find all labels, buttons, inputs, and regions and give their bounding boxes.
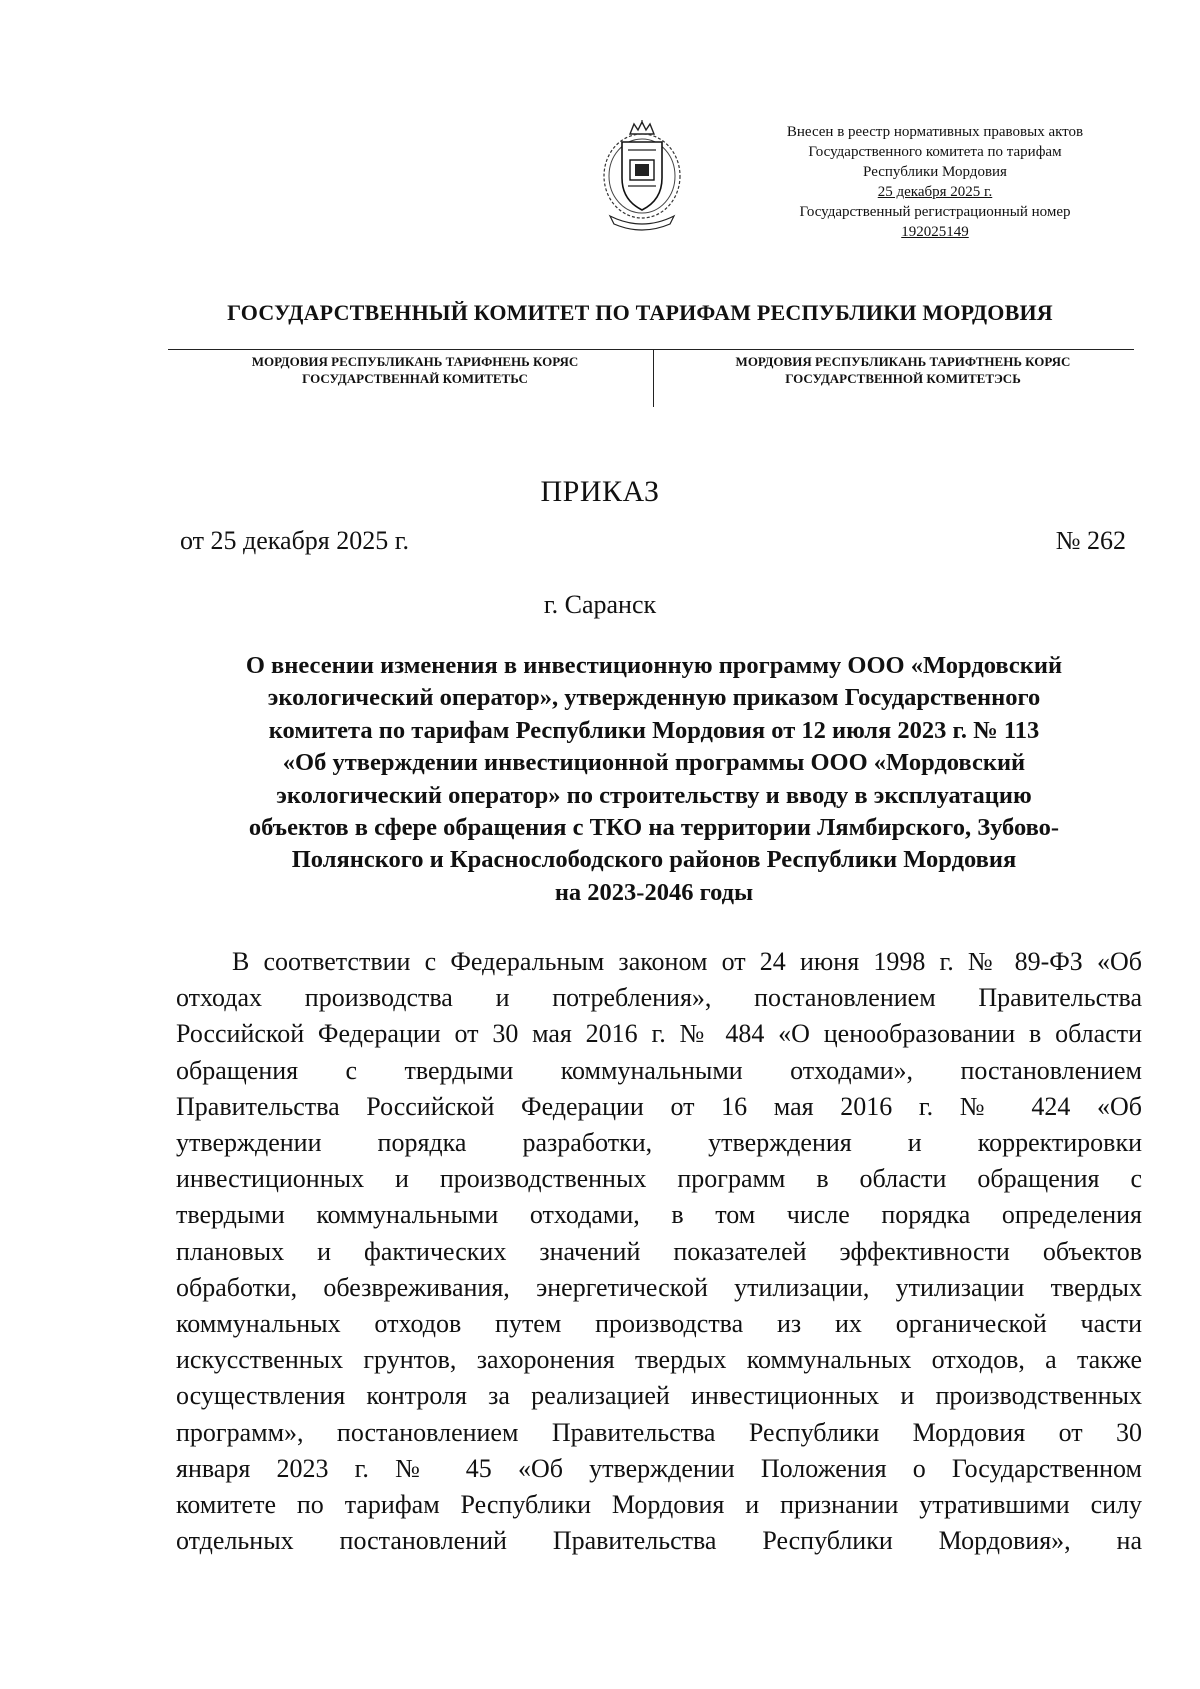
body-line: В соответствии с Федеральным законом от 24 июня 1998 г. № 89-ФЗ «Об	[232, 947, 1142, 976]
header-vertical-divider	[653, 349, 654, 407]
registry-line-2: Государственного комитета по тарифам	[808, 144, 1062, 160]
committee-name-moksha	[180, 353, 650, 387]
body-line: обработки, обезвреживания, энергетической утилизации, утилизации твердых	[176, 1272, 1142, 1302]
body-line: инвестиционных и производственных программ в области обращения с	[176, 1164, 1142, 1194]
heading-line: Полянского и Краснослободского районов Республики Мордовия	[291, 846, 1017, 874]
committee-name-moksha-line-2: ГОСУДАРСТВЕННАЙ КОМИТЕТЬС	[302, 371, 528, 386]
body-line: коммунальных отходов путем производства из их органической части	[176, 1309, 1142, 1339]
registry-line-5: Государственный регистрационный номер	[799, 204, 1071, 220]
heading-line: экологический оператор», утвержденную приказом Государственного	[267, 684, 1041, 712]
registry-line-1: Внесен в реестр нормативных правовых актов	[786, 124, 1084, 140]
order-heading	[176, 650, 1132, 909]
heading-line: экологический оператор» по строительству и вводу в эксплуатацию	[276, 781, 1032, 809]
body-line: твердыми коммунальными отходами, в том числе порядка определения	[176, 1200, 1142, 1230]
body-line: отдельных постановлений Правительства Республики Мордовия», на	[176, 1526, 1142, 1556]
heading-line: О внесении изменения в инвестиционную программу ООО «Мордовский	[245, 652, 1063, 679]
registry-stamp	[735, 122, 1135, 242]
body-line: утверждении порядка разработки, утверждения и корректировки	[176, 1128, 1142, 1158]
order-city: г. Саранск	[543, 590, 657, 619]
body-line: января 2023 г. № 45 «Об утверждении Положения о Государственном	[176, 1453, 1142, 1483]
committee-name-moksha-line-1: МОРДОВИЯ РЕСПУБЛИКАНЬ ТАРИФНЕНЬ КОРЯС	[251, 354, 579, 369]
committee-name-erzya	[668, 353, 1138, 387]
body-line: отходах производства и потребления», постановлением Правительства	[176, 983, 1142, 1013]
body-line: Российской Федерации от 30 мая 2016 г. № 484 «О ценообразовании в области	[176, 1019, 1142, 1049]
order-number: № 262	[1055, 526, 1126, 555]
body-line: программ», постановлением Правительства Республики Мордовия от 30	[176, 1417, 1142, 1447]
committee-title: ГОСУДАРСТВЕННЫЙ КОМИТЕТ ПО ТАРИФАМ РЕСПУБЛИКИ МОРДОВИЯ	[227, 300, 1053, 325]
heading-line: комитета по тарифам Республики Мордовия от 12 июля 2023 г. № 113	[268, 716, 1040, 744]
body-line: осуществления контроля за реализацией инвестиционных и производственных	[176, 1381, 1142, 1411]
coat-of-arms-emblem	[600, 120, 684, 232]
body-line: искусственных грунтов, захоронения твердых коммунальных отходов, а также	[176, 1345, 1142, 1375]
registry-number: 192025149	[901, 224, 969, 240]
registry-line-3: Республики Мордовия	[863, 164, 1007, 180]
order-body-paragraph	[176, 944, 1142, 1559]
body-line: обращения с твердыми коммунальными отходами», постановлением	[176, 1055, 1142, 1085]
body-line: комитете по тарифам Республики Мордовия и признании утратившими силу	[176, 1490, 1142, 1520]
heading-line: «Об утверждении инвестиционной программы ООО «Мордовский	[282, 749, 1026, 777]
header-divider	[168, 349, 1134, 350]
committee-name-erzya-line-2: ГОСУДАРСТВЕННОЙ КОМИТЕТЭСЬ	[785, 371, 1021, 386]
body-line: плановых и фактических значений показателей эффективности объектов	[176, 1236, 1142, 1266]
heading-line: объектов в сфере обращения с ТКО на территории Лямбирского, Зубово-	[248, 814, 1060, 842]
registry-date: 25 декабря 2025 г.	[877, 184, 993, 200]
heading-line: на 2023-2046 годы	[554, 878, 754, 906]
body-line: Правительства Российской Федерации от 16 мая 2016 г. № 424 «Об	[176, 1091, 1142, 1121]
committee-name-erzya-line-1: МОРДОВИЯ РЕСПУБЛИКАНЬ ТАРИФТНЕНЬ КОРЯС	[735, 354, 1071, 369]
order-date: от 25 декабря 2025 г.	[180, 526, 409, 555]
document-type: ПРИКАЗ	[540, 475, 660, 508]
